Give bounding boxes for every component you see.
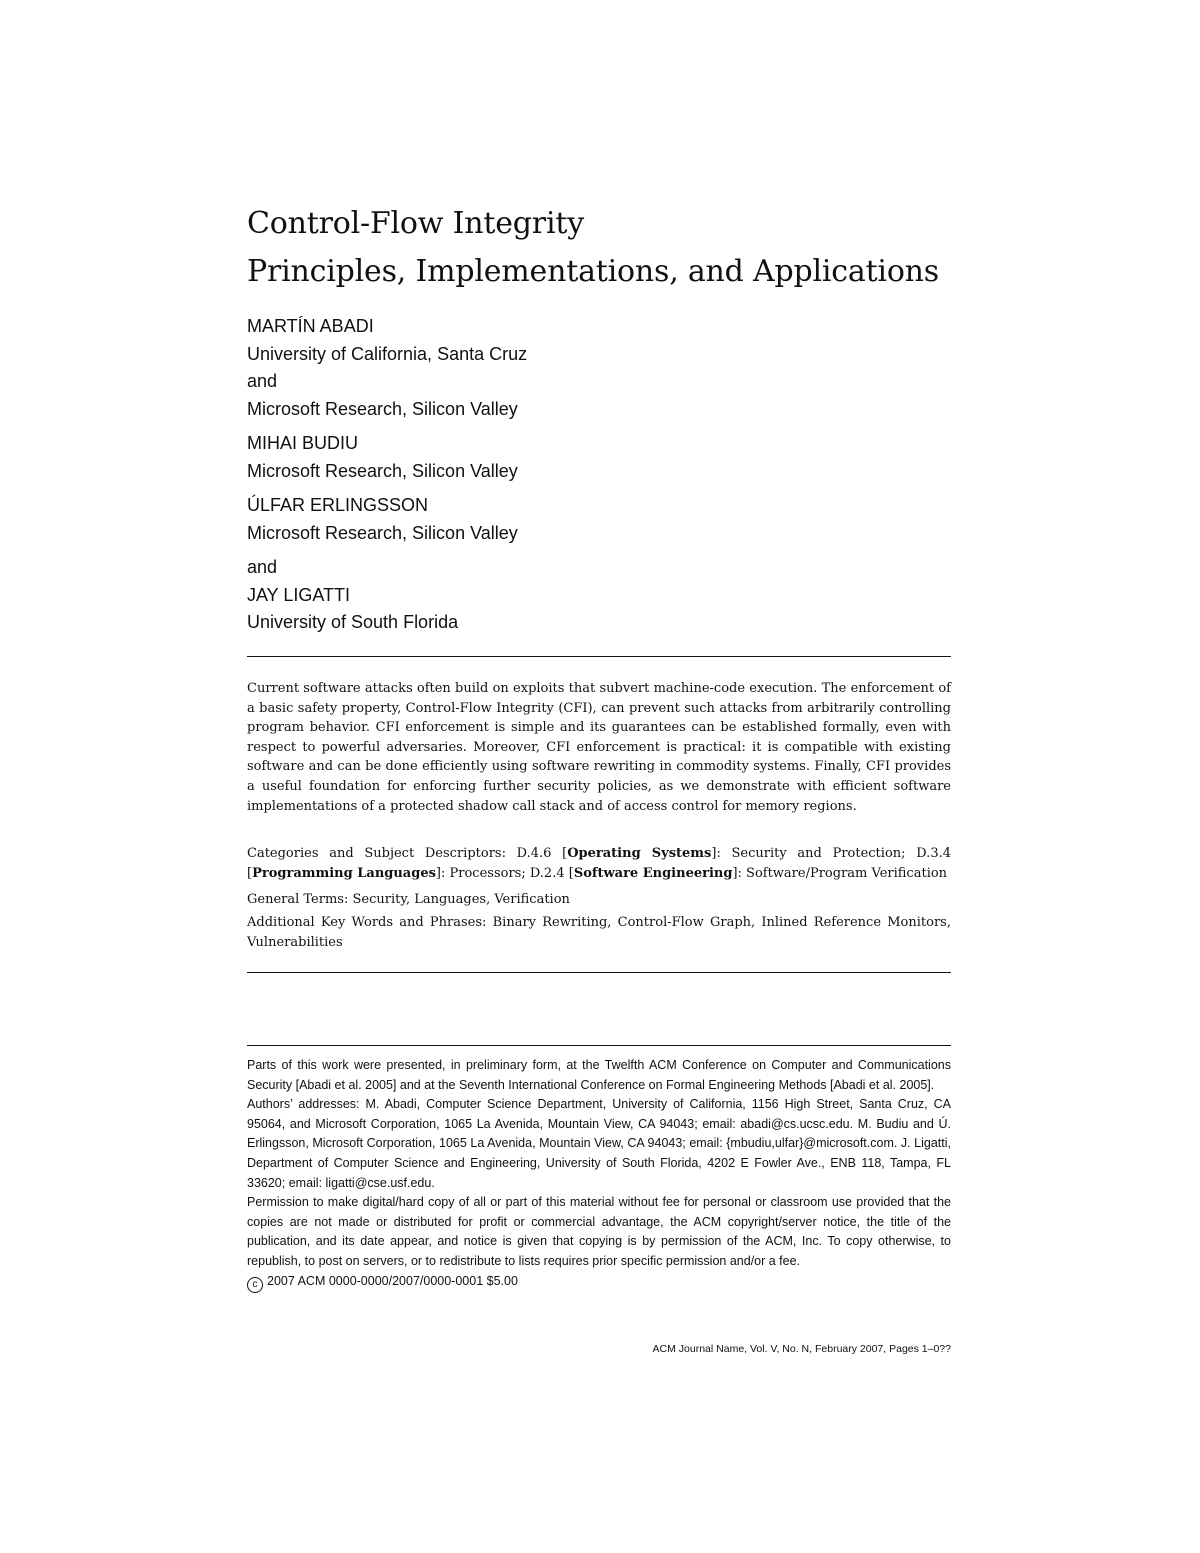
categories-text: Categories and Subject Descriptors: D.4.6 [ [247,846,568,861]
author-affiliation: University of South Florida [247,612,459,632]
title-block [247,200,951,296]
author-name: MIHAI BUDIU [247,433,359,453]
author-affiliation: Microsoft Research, Silicon Valley [247,398,518,419]
spacer [247,423,951,430]
abstract: Current software attacks often build on exploits that subvert machine-code execution. The enforcement of a basic safety property, Control-Flow Integrity (CFI), can prevent such attacks from arbitrarily controlling program behavior. CFI enforcement is simple and its guarantees can be established formally, even with respect to powerful adversaries. Moreover, CFI enforcement is practical: it is compatible with existing software and can be done efficiently using software rewriting in commodity systems. Finally, CFI provides a useful foundation for enforcing further security policies, as we demonstrate with efficient software implementations of a protected shadow call stack and of access control for memory regions. [247,681,951,814]
keywords: Additional Key Words and Phrases: Binary Rewriting, Control-Flow Graph, Inlined Reference Monitors, Vulnerabilities [247,915,951,950]
footnote-permission: Permission to make digital/hard copy of all or part of this material without fee for personal or classroom use provided that the copies are not made or distributed for profit or commercial advantage, the ACM copyright/server notice, the title of the publication, and its date appear, and notice is given that copying is by permission of the ACM, Inc. To copy otherwise, to republish, to post on servers, or to redistribute to lists requires prior specific permission and/or a fee. [247,1195,951,1268]
author-name: ÚLFAR ERLINGSSON [247,495,429,515]
categories [247,844,951,883]
paper-title: Control-Flow Integrity [247,206,584,241]
author-affiliation: Microsoft Research, Silicon Valley [247,460,518,481]
categories-text: ]: Software/Program Verification [732,865,948,881]
category-operating-systems: Operating Systems [567,846,712,861]
categories-text: ]: Security and Protection; D.3.4 [ [247,846,951,881]
footnote-copyright [247,1272,951,1293]
spacer [247,547,951,554]
running-footer: ACM Journal Name, Vol. V, No. N, February 2007, Pages 1–0?? [652,1343,951,1355]
footnote-rule [247,1045,951,1046]
copyright-text: 2007 ACM 0000-0000/2007/0000-0001 $5.00 [267,1273,518,1288]
footnote-presented: Parts of this work were presented, in preliminary form, at the Twelfth ACM Conference on Computer and Communications Security [Abadi et al. 2005] and at the Seventh International Conference on Formal Engineering Methods [Abadi et al. 2005]. [247,1058,951,1092]
author-name: JAY LIGATTI [247,584,351,605]
author-affiliation: University of California, Santa Cruz [247,343,528,364]
author-name: MARTÍN ABADI [247,316,374,336]
category-programming-languages: Programming Languages [252,865,436,881]
author-list [247,313,951,637]
general-terms: General Terms: Security, Languages, Verification [247,892,570,907]
author-affiliation: Microsoft Research, Silicon Valley [247,522,518,543]
copyright-icon: c [247,1277,263,1293]
footnote-addresses: Authors’ addresses: M. Abadi, Computer Science Department, University of California, 1156 High Street, Santa Cruz, CA 95064, and Microsoft Corporation, 1065 La Avenida, Mountain View, CA 94043; email: abadi@cs.ucsc.edu. M. Budiu and Ú. Erlingsson, Microsoft Corporation, 1065 La Avenida, Mountain View, CA 94043; email: {mbudiu,ulfar}@microsoft.com. J. Ligatti, Department of Computer Science and Engineering, University of South Florida, 4202 E Fowler Ave., ENB 118, Tampa, FL 33620; email: ligatti@cse.usf.edu. [247,1097,951,1190]
bottom-rule [247,972,951,973]
author-conjunction: and [247,557,278,577]
paper-subtitle: Principles, Implementations, and Applications [247,254,940,289]
spacer [247,485,951,492]
top-rule [247,656,951,657]
footnotes [247,1056,951,1293]
author-conjunction: and [247,371,278,391]
categories-text: ]: Processors; D.2.4 [ [435,865,574,881]
category-software-engineering: Software Engineering [573,865,733,881]
